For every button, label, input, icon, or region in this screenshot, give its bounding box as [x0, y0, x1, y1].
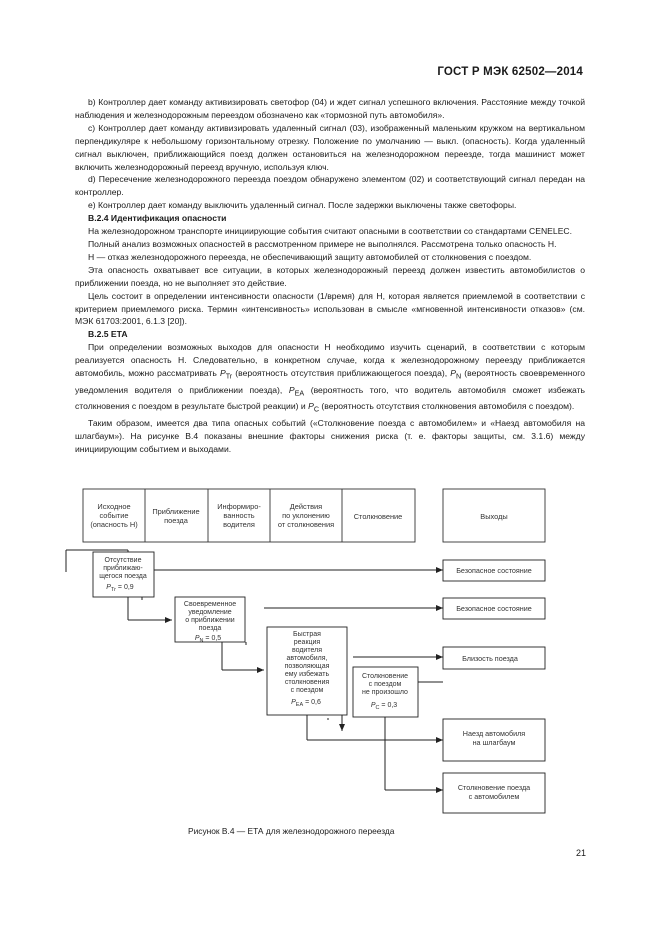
header-collision: Столкновение — [353, 512, 403, 521]
paragraph-d: d) Пересечение железнодорожного переезда поездом обнаружено элементом (02) и соответствующий сигнал передан на контроллер. — [75, 174, 585, 198]
page-header-standard: ГОСТ Р МЭК 62502—2014 — [437, 66, 583, 78]
header-driver-l3: водителя — [223, 520, 255, 529]
outcome-collision-l1: Столкновение поезда — [457, 783, 531, 792]
svg-text:PN = 0,5: $P_N = 0,5$ — [194, 635, 222, 644]
paragraph-hazard-h: H — отказ железнодорожного переезда, не обеспечивающий защиту автомобилей от столкновения с поездом. — [88, 251, 532, 262]
svg-text:автомобиля,: автомобиля, — [286, 655, 328, 662]
paragraph-cenelec: На железнодорожном транспорте инициирующие события считают опасными в соответствии со стандартами CENELEC. — [88, 226, 573, 237]
outcome-barrier-hit-l1: Наезд автомобиля — [462, 729, 526, 738]
header-train-l1: Приближение — [152, 507, 200, 516]
header-initiating-l3: (опасность H) — [90, 520, 138, 529]
header-driver-l1: Информиро- — [217, 502, 261, 511]
svg-text:позволяющая: позволяющая — [284, 663, 330, 670]
svg-text:PTr = 0,9: $P_{Tr} = 0,9$ — [106, 584, 134, 593]
paragraph-e: e) Контроллер дает команду выключить удаленный сигнал. После задержки выключены также светофоры. — [88, 200, 517, 211]
svg-text:столкновения: столкновения — [284, 679, 330, 686]
header-avoid-l1: Действия — [289, 502, 323, 511]
event-box-no-train — [93, 552, 154, 597]
svg-text:реакция: реакция — [293, 639, 321, 646]
page-number: 21 — [575, 848, 586, 858]
svg-text:PC = 0,3: $P_C = 0,3$ — [370, 702, 398, 711]
svg-text:Столкновение: Столкновение — [361, 673, 409, 680]
outcome-train-proximity: Близость поезда — [462, 654, 518, 663]
figure-caption: Рисунок В.4 — ЕТА для железнодорожного переезда — [188, 826, 395, 836]
event-box-quick-reaction — [267, 627, 347, 715]
outcome-barrier-hit-l2: на шлагбаум — [472, 738, 516, 747]
section-heading-eta: В.2.5 ЕТА — [88, 329, 128, 340]
paragraph-hazard-scope: Эта опасность охватывает все ситуации, в которых железнодорожный переезд должен известить автомобилистов о приближении поезда, но не выполняет это действие. — [75, 264, 585, 288]
svg-text:Своевременное: Своевременное — [183, 601, 237, 608]
header-driver-l2: ванность — [223, 511, 255, 520]
section-heading-hazard-identification: В.2.4 Идентификация опасности — [88, 213, 227, 224]
svg-text:PEA = 0,6: $P_{EA} = 0,6$ — [291, 699, 321, 708]
svg-text:Быстрая: Быстрая — [293, 631, 321, 638]
svg-text:щегося поезда: щегося поезда — [99, 573, 147, 580]
svg-text:не произошло: не произошло — [362, 689, 408, 696]
header-outcomes: Выходы — [480, 512, 508, 521]
event-box-timely-notice — [175, 597, 245, 644]
event-box-no-collision — [353, 667, 418, 717]
header-avoid-l3: от столкновения — [277, 520, 335, 529]
paragraph-goal: Цель состоит в определении интенсивности опасности (1/время) для H, которая является приемлемой в соответствии с критерием приемлемого риска. Термин «интенсивность» использован в смысле «мгновенной интенсивности отказов» (см. МЭК 61703:2001, 6.1.3 [20]). — [75, 290, 585, 327]
paragraph-b: b) Контроллер дает команду активизировать светофор (04) и ждет сигнал успешного включения. Расстояние между точкой наблюдения и железнодорожным переездом обозначено как «тормозной путь автомобиля». — [75, 97, 585, 120]
svg-text:с поездом: с поездом — [290, 687, 324, 694]
outcome-collision-l2: с автомобилем — [468, 792, 520, 801]
svg-text:водителя: водителя — [291, 647, 323, 654]
paragraph-c: c) Контроллер дает команду активизировать удаленный сигнал (03), изображенный маленьким кружком на вертикальном перпендикуляре к небольшому горизонтальному отрезку. Положение по умолчанию — выкл. (опасность). Когда удаленный сигнал выключен, приближающийся поезд должен остановиться на железнодорожном переезде, тогда машинист может включить железнодорожный переезд вручную, используя ключ. — [75, 122, 585, 172]
svg-text:о приближении: о приближении — [185, 617, 235, 624]
svg-text:поезда: поезда — [198, 625, 222, 632]
paragraph-full-analysis: Полный анализ возможных опасностей в рассмотренном примере не выполнялся. Рассмотрена только опасность H. — [88, 238, 557, 249]
paragraph-scenario: При определении возможных выходов для опасности H необходимо изучить сценарий, в соответствии с которым реализуется опасность H. Следовательно, в конкретном случае, когда к железнодорожному переезду приближается автомобиль, можно рассматривать $P_{Tr}$ (вероятность отсутствия приближающегося поезда), $P_N$ (вероятность своевременного уведомления водителя о приближении поезда), $P_{EA}$ (вероятность того, что водитель автомобиля сможет избежать столкновения с поездом в результате быстрой реакции) и $P_C$ (вероятность отсутствия столкновения автомобиля с поездом). — [75, 342, 586, 414]
svg-text:с поездом: с поездом — [368, 681, 402, 688]
outcome-safe-2: Безопасное состояние — [456, 604, 532, 613]
header-avoid-l2: по уклонению — [282, 511, 330, 520]
svg-text:приближаю-: приближаю- — [103, 565, 143, 572]
svg-text:ему избежать: ему избежать — [284, 671, 330, 678]
outcome-safe-1: Безопасное состояние — [456, 566, 532, 575]
paragraph-event-types: Таким образом, имеется два типа опасных событий («Столкновение поезда с автомобилем» и «Наезд автомобиля на шлагбаум»). На рисунке В.4 показаны внешние факторы снижения риска (т. е. факторы защиты, см. 3.1.6) между инициирующим событием и выходами. — [75, 417, 585, 454]
svg-text:Отсутствие: Отсутствие — [104, 557, 142, 564]
header-initiating-l2: событие — [99, 511, 129, 520]
svg-text:уведомление: уведомление — [188, 609, 232, 616]
header-initiating-l1: Исходное — [97, 502, 131, 511]
header-train-l2: поезда — [164, 516, 188, 525]
